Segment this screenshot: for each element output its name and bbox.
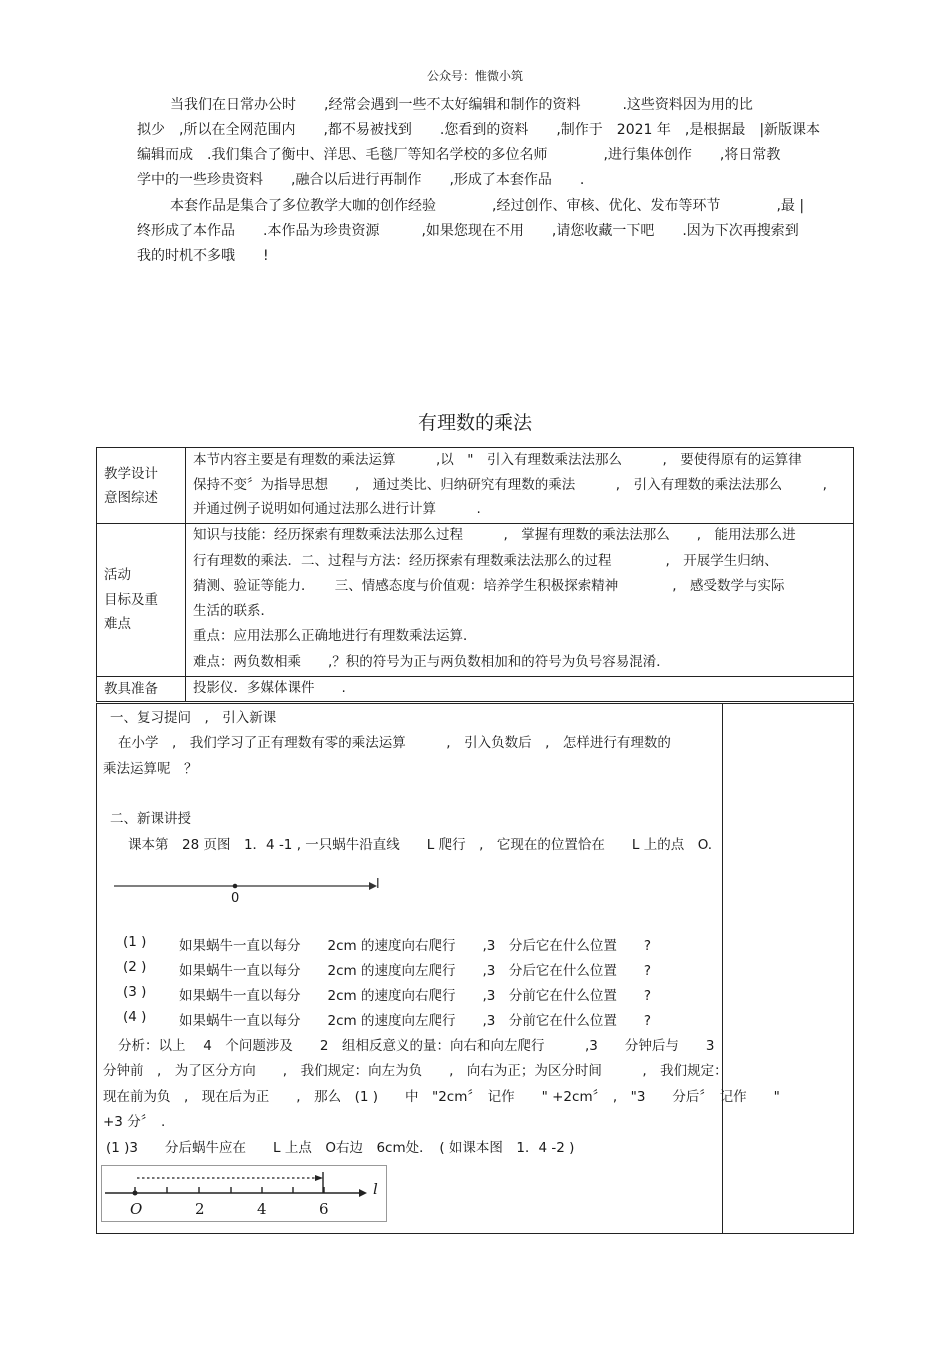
goals-line-1: 知识与技能：经历探索有理数乘法法那么过程 , 掌握有理数的乘法法那么 , 能用法那么进 <box>193 527 796 543</box>
number-line-2-axis: l <box>373 1180 378 1198</box>
tools-label: 教具准备 <box>104 681 158 697</box>
question-1-num: (1 ) <box>123 934 147 950</box>
analysis-line-1: 分析：以上 4 个问题涉及 2 组相反意义的量：向右和向左爬行 ,3 分钟后与 3 <box>118 1038 715 1054</box>
tick-marks <box>135 1187 324 1193</box>
origin-point <box>233 884 238 889</box>
goals-line-2: 行有理数的乘法．二、过程与方法：经历探索有理数乘法法那么的过程 , 开展学生归纳、 <box>193 553 778 569</box>
section1-line-1: 在小学 , 我们学习了正有理数有零的乘法运算 , 引入负数后 , 怎样进行有理数的 <box>118 735 671 751</box>
design-label-1: 教学设计 <box>104 466 158 482</box>
number-line-2 <box>101 1165 385 1220</box>
textbook-line: 课本第 28 页图 1．4 -1 , 一只蜗牛沿直线 L 爬行 , 它现在的位置恰在 L 上的点 O. <box>128 837 713 853</box>
analysis-line-3: 现在前为负 , 现在后为正 , 那么 (1 ) 中 "2cm〞 记作 " +2cm〞 , "3 分后〞 记作 " <box>103 1089 780 1105</box>
section1-line-2: 乘法运算呢 ？ <box>103 761 198 777</box>
question-4-text: 如果蜗牛一直以每分 2cm 的速度向左爬行 ,3 分前它在什么位置 ? <box>179 1013 651 1029</box>
intro-line-7: 我的时机不多哦 ! <box>137 248 269 264</box>
goals-label-2: 目标及重 <box>104 592 158 608</box>
key-point: 重点：应用法那么正确地进行有理数乘法运算． <box>193 628 477 644</box>
origin-point-2 <box>133 1191 138 1196</box>
goals-label-1: 活动 <box>104 567 131 583</box>
answer-1: (1 )3 分后蜗牛应在 L 上点 O右边 6cm处． ( 如课本图 1．4 -2 ) <box>106 1140 575 1156</box>
analysis-line-2: 分钟前 , 为了区分方向 , 我们规定：向左为负 , 向右为正；为区分时间 , 我们规定： <box>103 1063 728 1079</box>
question-2-num: (2 ) <box>123 959 147 975</box>
number-line-1-zero: 0 <box>231 891 240 906</box>
difficult-point: 难点：两负数相乘 ,？积的符号为正与两负数相加和的符号为负号容易混淆． <box>193 654 670 670</box>
page-header: 公众号：惟微小筑 <box>426 69 523 83</box>
intro-line-5: 本套作品是集合了多位教学大咖的创作经验 ,经过创作、审核、优化、发布等环节 ,最 | <box>170 198 805 214</box>
number-line-2-label-o: O <box>130 1200 143 1218</box>
intro-line-3: 编辑而成 .我们集合了衡中、洋思、毛毯厂等知名学校的多位名师 ,进行集体创作 ,将日常教 <box>137 147 781 163</box>
intro-line-6: 终形成了本作品 .本作品为珍贵资源 ,如果您现在不用 ,请您收藏一下吧 .因为下次再搜索到 <box>137 223 799 239</box>
design-label-2: 意图综述 <box>104 490 158 506</box>
question-2-text: 如果蜗牛一直以每分 2cm 的速度向左爬行 ,3 分后它在什么位置 ? <box>179 963 651 979</box>
question-4-num: (4 ) <box>123 1009 147 1025</box>
design-line-3: 并通过例子说明如何通过法那么进行计算 . <box>193 501 481 517</box>
goals-label-3: 难点 <box>104 616 131 632</box>
section2-title: 二、新课讲授 <box>110 811 191 827</box>
design-line-2: 保持不变〞为指导思想 , 通过类比、归纳研究有理数的乘法 , 引入有理数的乘法法那么 , <box>193 477 827 493</box>
number-line-2-label-4: 4 <box>257 1200 267 1218</box>
number-line-2-label-2: 2 <box>195 1200 205 1218</box>
section1-title: 一、复习提问 , 引入新课 <box>110 710 277 726</box>
intro-line-2: 拟少 ,所以在全网范围内 ,都不易被找到 .您看到的资料 ,制作于 2021 年 ,是根据最 |新版课本 <box>137 122 821 138</box>
question-1-text: 如果蜗牛一直以每分 2cm 的速度向右爬行 ,3 分后它在什么位置 ? <box>179 938 651 954</box>
analysis-line-4: +3 分〞 . <box>103 1114 166 1130</box>
intro-line-4: 学中的一些珍贵资料 ,融合以后进行再制作 ,形成了本套作品 . <box>137 172 585 188</box>
number-line-1 <box>114 876 394 916</box>
question-3-num: (3 ) <box>123 984 147 1000</box>
design-line-1: 本节内容主要是有理数的乘法运算 ,以 " 引入有理数乘法法那么 , 要使得原有的运算律 <box>193 452 802 468</box>
number-line-2-label-6: 6 <box>319 1200 329 1218</box>
number-line-1-axis: l <box>376 877 380 892</box>
tools-text: 投影仪．多媒体课件 . <box>193 680 346 696</box>
goals-line-3: 猜测、验证等能力． 三、情感态度与价值观：培养学生积极探索精神 , 感受数学与实际 <box>193 578 785 594</box>
lesson-title: 有理数的乘法 <box>417 412 532 434</box>
intro-line-1: 当我们在日常办公时 ,经常会遇到一些不太好编辑和制作的资料 .这些资料因为用的比 <box>170 97 753 113</box>
question-3-text: 如果蜗牛一直以每分 2cm 的速度向右爬行 ,3 分前它在什么位置 ? <box>179 988 651 1004</box>
goals-line-4: 生活的联系． <box>193 603 274 619</box>
